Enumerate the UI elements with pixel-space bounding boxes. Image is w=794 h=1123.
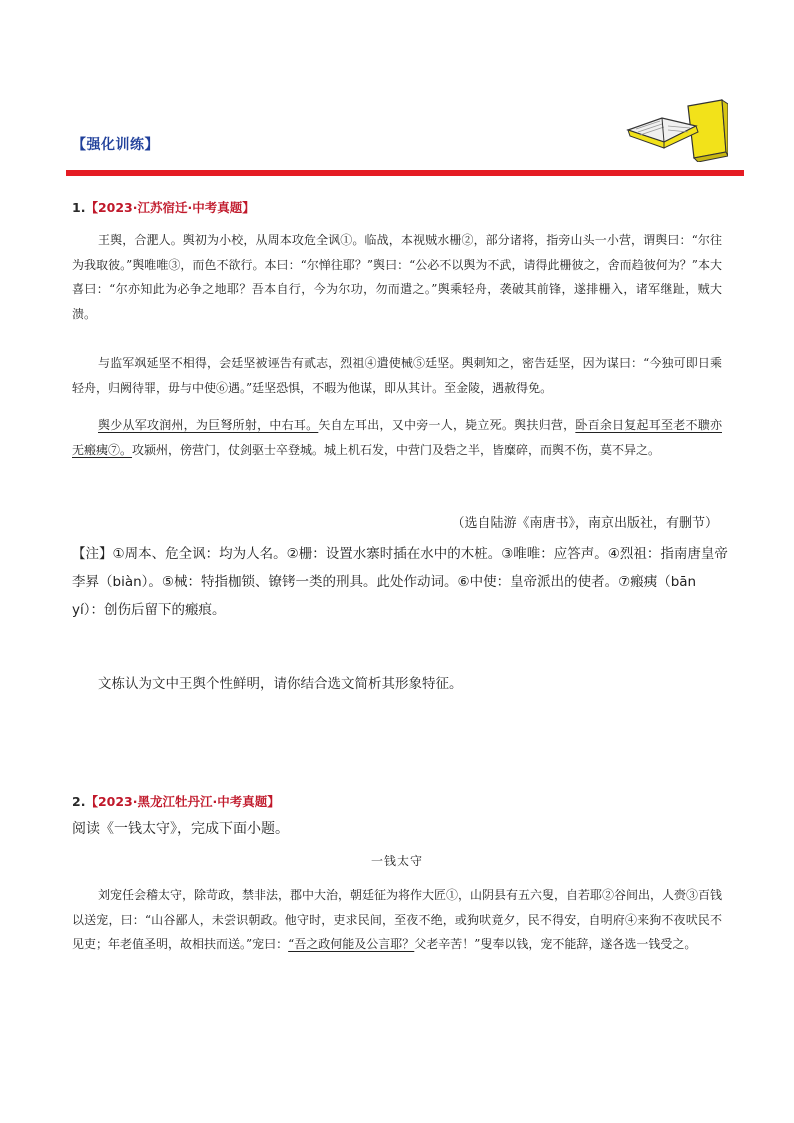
passage-2-paragraph xyxy=(72,883,722,957)
question-source-tag: 【2023·江苏宿迁·中考真题】 xyxy=(85,200,255,215)
passage-text: 攻颍州，傍营门，仗剑驱士卒登城。城上机石发，中营门及砦之半，皆糜碎，而舆不伤，莫不异之。 xyxy=(132,442,661,457)
reading-instruction: 阅读《一钱太守》，完成下面小题。 xyxy=(72,821,289,837)
section-header-label: 【强化训练】 xyxy=(72,137,159,153)
question-source-tag: 【2023·黑龙江牡丹江·中考真题】 xyxy=(85,794,280,809)
question-1-title xyxy=(72,198,255,216)
underlined-sentence: “吾之政何能及公言耶？ xyxy=(288,937,415,951)
red-divider xyxy=(66,170,744,176)
open-book-icon xyxy=(622,96,728,162)
underlined-sentence-1: 舆少从军攻润州，为巨弩所射，中右耳。 xyxy=(98,418,319,432)
passage-title: 一钱太守 xyxy=(370,854,423,868)
passage-text: 父老辛苦！”叟奉以钱，宠不能辞，遂各选一钱受之。 xyxy=(414,937,697,951)
question-number: 2. xyxy=(72,794,86,809)
annotation-notes: 【注】①周本、危全讽：均为人名。②栅：设置水寨时插在水中的木桩。③唯唯：应答声。④烈祖：指南唐皇帝李昪（biàn）。⑤械：特指枷锁、镣铐一类的刑具。此处作动词。⑥中使：皇帝派出的使者。⑦瘢痍（bān yí）：创伤后留下的瘢痕。 xyxy=(72,546,728,618)
passage-paragraph-2: 与监军飒延坚不相得，会廷坚被诬告有贰志，烈祖④遣使械⑤廷坚。舆刺知之，密告廷坚，因为谋曰：“今独可即日乘轻舟，归阙待罪，毋与中使⑥遇。”廷坚恐惧，不暇为他谋，即从其计。至金陵，遇赦得免。 xyxy=(72,356,722,395)
passage-source: （选自陆游《南唐书》，南京出版社，有删节） xyxy=(451,516,718,531)
passage-paragraph-1: 王舆，合淝人。舆初为小校，从周本攻危全讽①。临战，本视贼水栅②，部分诸将，指旁山头一小营，谓舆曰：“尔往为我取彼。”舆唯唯③，而色不欲行。本曰：“尔惮往耶？”舆曰：“公必不以舆为不武，请得此栅彼之，舍而趋彼何为？”本大喜曰：“尔亦知此为必争之地耶？吾本自行，今为尔功，勿而遣之。”舆乘轻舟，袭破其前锋，遂排栅入，诸军继趾，贼大溃。 xyxy=(72,233,722,321)
passage-text: 刘宠任会稽太守，除苛政，禁非法，郡中大治，朝廷征为将作大匠①，山阴县有五六叟，自若耶②谷间出，人赍③百钱以送宠，曰：“山谷鄙人，未尝识朝政。他守时，吏求民间，至夜不绝，或狗吠竟夕，民不得安，自明府④来狗不夜吠民不见吏；年老值圣明，故相扶而送。”宠曰： xyxy=(72,888,723,951)
question-number: 1. xyxy=(72,200,86,215)
passage-text: 矢自左耳出，又中旁一人，毙立死。舆扶归营， xyxy=(318,418,576,432)
passage-paragraph-3 xyxy=(72,413,722,462)
question-2-title xyxy=(72,792,280,810)
question-prompt: 文栋认为文中王舆个性鲜明，请你结合选文简析其形象特征。 xyxy=(98,676,463,692)
underlined-sentence-2: 卧百余日复起耳至老不聩亦无瘢痍⑦。 xyxy=(72,418,722,457)
